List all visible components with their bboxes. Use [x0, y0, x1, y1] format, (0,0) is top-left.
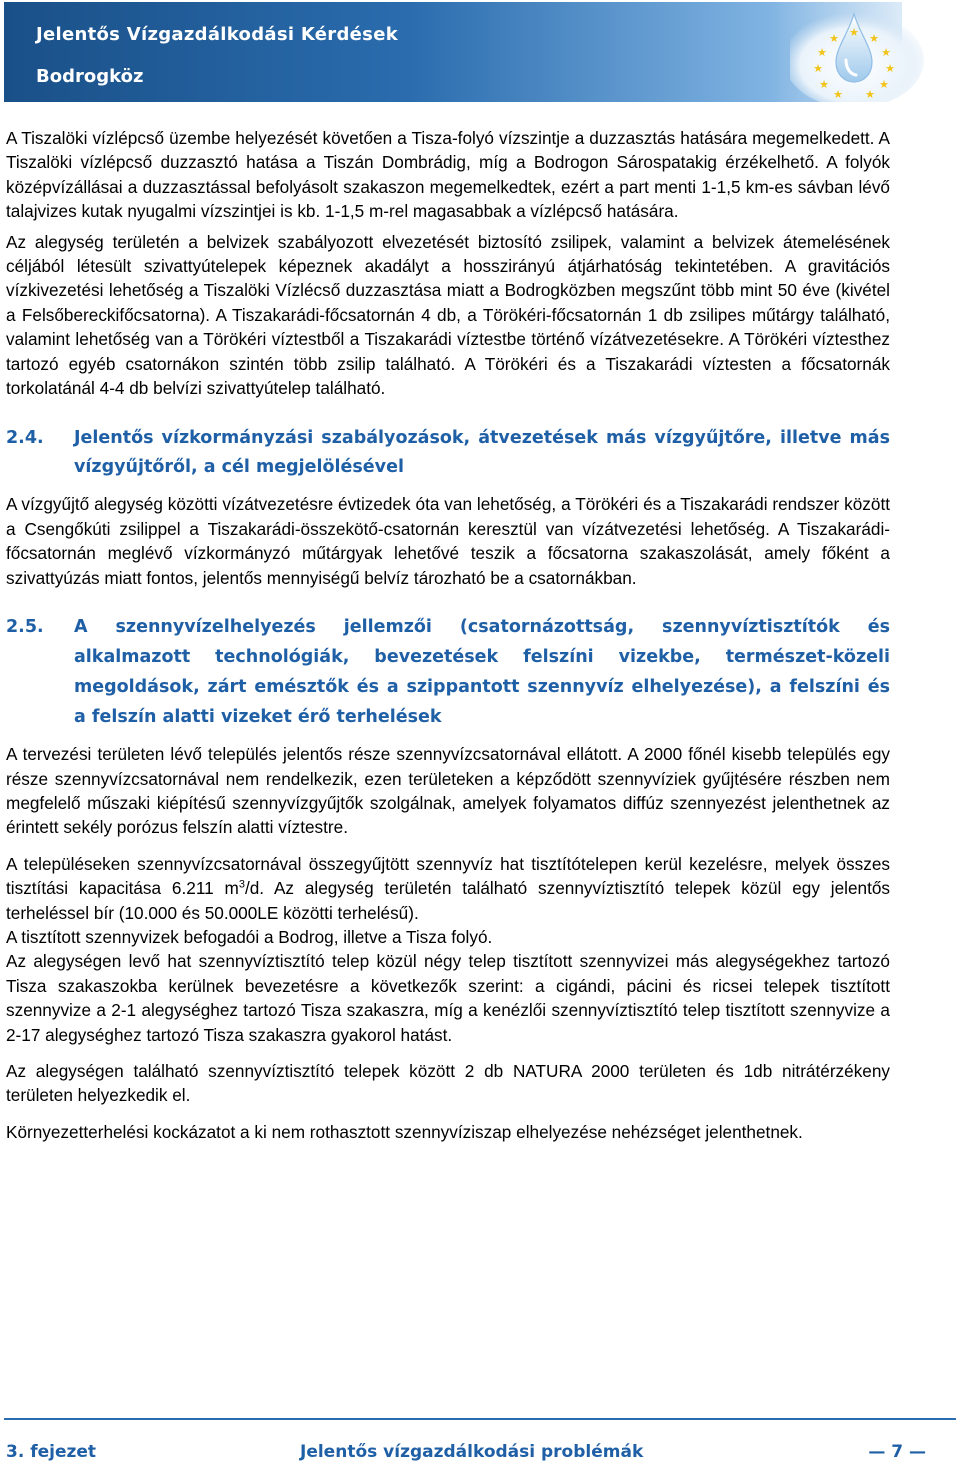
svg-text:★: ★	[879, 78, 889, 91]
section-number: 2.5.	[6, 617, 44, 638]
page-number: — 7 —	[868, 1442, 926, 1462]
svg-text:★: ★	[817, 46, 827, 59]
svg-text:★: ★	[865, 88, 875, 101]
svg-text:★: ★	[813, 62, 823, 75]
page-header	[0, 0, 960, 104]
svg-text:★: ★	[829, 32, 839, 45]
paragraph-sewerage: A tervezési területen lévő település jelentős része szennyvízcsatornával ellátott. A 2000 főnél kisebb település egy része szennyvízcsatornával nem rendelkezik, ezen területeken a képződött szennyvíziek gyűjtésére részben nem megfelelő műszaki kiépítésű szennyvízgyűjtők szolgálnak, amelyek folyamatos diffúz szennyezést jelenthetnek az érintett sekély porózus felszín alatti víztestre.	[6, 744, 890, 838]
svg-text:★: ★	[885, 62, 895, 75]
document-body	[6, 126, 890, 1144]
paragraph-natura: Az alegységen található szennyvíztisztító telepek között 2 db NATURA 2000 területen és 1db nitrátérzékeny területen helyezkedik el.	[6, 1060, 890, 1106]
footer-title: Jelentős vízgazdálkodási problémák	[300, 1442, 644, 1462]
footer-divider	[4, 1418, 956, 1420]
paragraph-sluices: Az alegység területén a belvizek szabályozott elvezetését biztosító zsilipek, valamint a belvizek átemelésének céljából létesült szivattyútelepek képeznek akadályt a hosszirányú átjárhatóság tekintetében. A gravitációs vízkivezetési lehetőség a Tiszalöki Vízlécső duzzasztása miatt a Bodrogközben megszűnt több mint 50 éve (kivétel a Felsőbereckifőcsatorna). A Tiszakarádi-főcsatornán 4 db, a Törökéri-főcsatornán 1 db zsilipes műtárgy található, valamint lehetőség van a Törökéri víztestből a Tiszakarádi víztestbe történő vízátvezetésekre. A Törökéri víztesthez tartozó egyéb csatornákon szintén több zsilip található. A Törökéri és a Tiszakarádi víztesten a főcsatornák torkolatánál 4-4 db belvízi szivattyútelep található.	[6, 231, 890, 399]
page-footer	[0, 1418, 960, 1470]
svg-text:★: ★	[849, 26, 859, 39]
capacity-text-rest: /d. Az alegység területén található szennyvíztisztító telepek közül egy jelentős terheléssel bír (10.000 és 50.000LE közötti terhelésű).	[6, 878, 891, 923]
svg-text:★: ★	[819, 78, 829, 91]
water-drop-logo-icon	[790, 4, 958, 102]
document-title: Jelentős Vízgazdálkodási Kérdések	[36, 24, 398, 45]
section-title: A szennyvízelhelyezés jellemzői (csatornázottság, szennyvíztisztítók és alkalmazott technológiák, bevezetések felszíni vizekbe, természet-közeli megoldások, zárt emésztők és a szippantott szennyvíz elhelyezése), a felszíni és a felszín alatti vizeket érő terhelések	[74, 617, 890, 728]
section-heading-2-5	[6, 612, 890, 732]
superscript: 3	[238, 878, 245, 891]
section-number: 2.4.	[6, 428, 44, 449]
section-heading-2-4	[6, 424, 890, 482]
svg-text:★: ★	[881, 46, 891, 59]
svg-text:★: ★	[833, 88, 843, 101]
paragraph-sludge-risk: Környezetterhelési kockázatot a ki nem rothasztott szennyvíziszap elhelyezése nehézséget jelenthetnek.	[6, 1121, 803, 1142]
paragraph-treatment-capacity	[6, 852, 890, 925]
section-title: Jelentős vízkormányzási szabályozások, átvezetések más vízgyűjtőre, illetve más vízgyűjtőről, a cél megjelölésével	[74, 428, 890, 478]
document-subtitle: Bodrogköz	[36, 66, 144, 87]
paragraph-dam-effect: A Tiszalöki vízlépcső üzembe helyezését követően a Tisza-folyó vízszintje a duzzasztás hatására megemelkedett. A Tiszalöki vízlépcső duzzasztó hatása a Tiszán Dombrádig, míg a Bodrogon Sárospatakig érzékelhető. A folyók középvízállásai a duzzasztással befolyásolt szakaszon megemelkedtek, ezért a part menti 1-1,5 km-es sávban lévő talajvizes kutak nyugalmi vízszintjei is kb. 1-1,5 m-rel magasabbak a vízlépcső hatására.	[6, 128, 890, 222]
paragraph-water-transfer: A vízgyűjtő alegység közötti vízátvezetésre évtizedek óta van lehetőség, a Törökéri és a Tiszakarádi rendszer között a Csengőkúti zsilippel a Tiszakarádi-összekötő-csatornán keresztül van vízátvezetési lehetőség. A Tiszakarádi-főcsatornán meglévő vízkormányzó műtárgyak lehetővé teszik a főcsatorna szakaszolását, amely főként a szivattyúzás miatt fontos, jelentős mennyiségű belvíz tározható be a csatornákban.	[6, 494, 890, 588]
paragraph-receivers: A tisztított szennyvizek befogadói a Bodrog, illetve a Tisza folyó.	[6, 926, 493, 947]
paragraph-discharge: Az alegységen levő hat szennyvíztisztító telep közül négy telep tisztított szennyvizei más alegységekhez tartozó Tisza szakaszokba kerülnek bevezetésre a következők szerint: a cigándi, pácini és ricsei telepek tisztított szennyvize a 2-1 alegységhez tartozó Tisza szakaszra, míg a kenézlői szennyvíztisztító telep tisztított szennyvize a 2-17 alegységhez tartozó Tisza szakaszra gyakorol hatást.	[6, 951, 890, 1045]
footer-chapter: 3. fejezet	[6, 1442, 97, 1462]
capacity-text: A településeken szennyvízcsatornával összegyűjtött szennyvíz hat tisztítótelepen kerül kezelésre, melyek összes tisztítási kapacitása 6.211 m	[6, 853, 890, 899]
svg-text:★: ★	[869, 32, 879, 45]
header-banner	[4, 2, 902, 102]
